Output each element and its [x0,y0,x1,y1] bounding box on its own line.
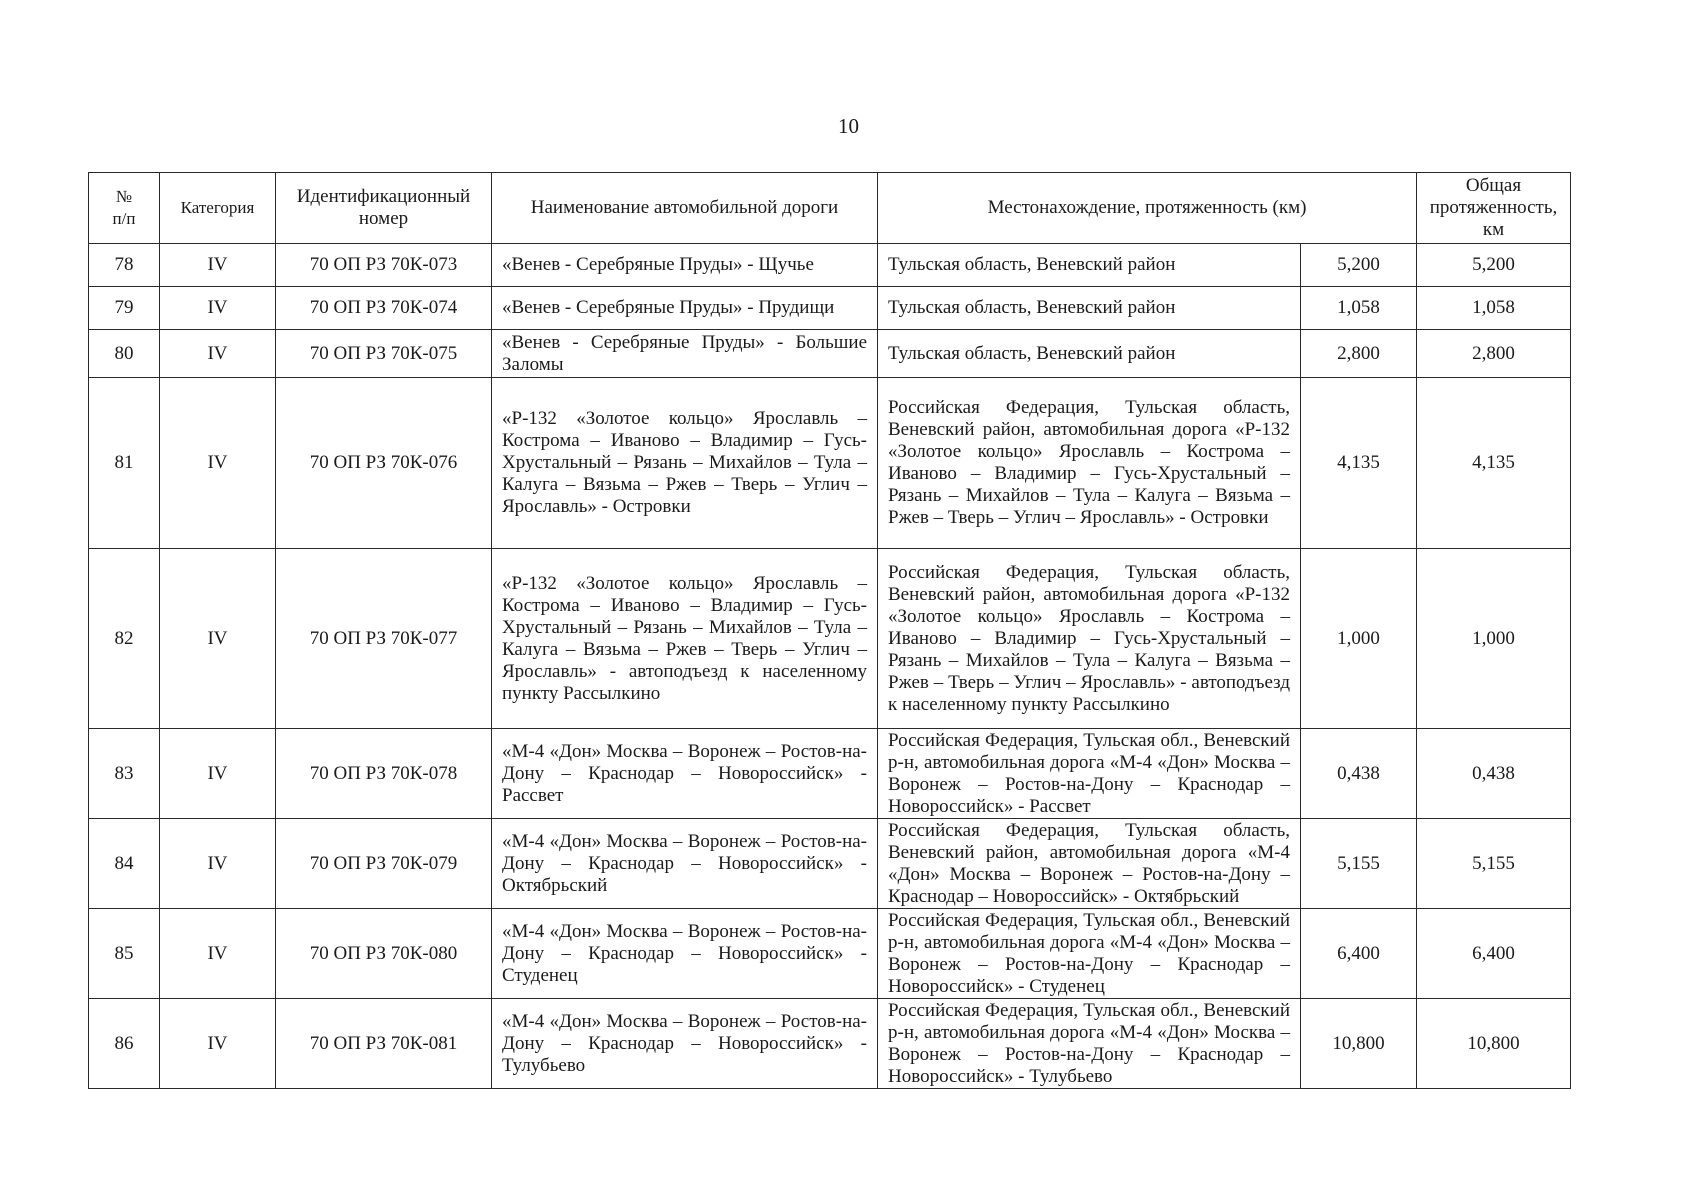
cell-name: «Венев - Серебряные Пруды» - Большие Заломы [492,330,878,378]
cell-length: 0,438 [1301,729,1417,819]
cell-category: IV [160,819,276,909]
cell-name: «Р-132 «Золотое кольцо» Ярославль – Кострома – Иваново – Владимир – Гусь-Хрустальный – Рязань – Михайлов – Тула – Калуга – Вязьма – Ржев – Тверь – Углич – Ярославль» - Островки [492,378,878,549]
cell-id: 70 ОП РЗ 70К-073 [276,244,492,287]
table-row [89,819,1571,909]
cell-total: 0,438 [1417,729,1571,819]
cell-length: 6,400 [1301,909,1417,999]
table-row [89,330,1571,378]
cell-total: 6,400 [1417,909,1571,999]
cell-total: 1,000 [1417,549,1571,729]
cell-id: 70 ОП РЗ 70К-074 [276,287,492,330]
cell-location: Тульская область, Веневский район [878,287,1301,330]
cell-category: IV [160,330,276,378]
cell-name: «Венев - Серебряные Пруды» - Щучье [492,244,878,287]
cell-name: «Венев - Серебряные Пруды» - Прудищи [492,287,878,330]
cell-name: «Р-132 «Золотое кольцо» Ярославль – Кострома – Иваново – Владимир – Гусь-Хрустальный – Рязань – Михайлов – Тула – Калуга – Вязьма – Ржев – Тверь – Углич – Ярославль» - автоподъезд к населенному пункту Рассылкино [492,549,878,729]
cell-number: 82 [89,549,160,729]
cell-location: Российская Федерация, Тульская область, Веневский район, автомобильная дорога «М-4 «Дон» Москва – Воронеж – Ростов-на-Дону – Краснодар – Новороссийск» - Октябрьский [878,819,1301,909]
cell-number: 79 [89,287,160,330]
page-number: 10 [838,114,859,138]
cell-id: 70 ОП РЗ 70К-075 [276,330,492,378]
header-total: Общая протяженность, км [1417,173,1571,244]
cell-name: «М-4 «Дон» Москва – Воронеж – Ростов-на-Дону – Краснодар – Новороссийск» - Октябрьский [492,819,878,909]
table-row [89,999,1571,1089]
cell-length: 5,155 [1301,819,1417,909]
cell-name: «М-4 «Дон» Москва – Воронеж – Ростов-на-Дону – Краснодар – Новороссийск» - Студенец [492,909,878,999]
header-number: № п/п [89,173,160,244]
cell-total: 5,155 [1417,819,1571,909]
header-category: Категория [160,173,276,244]
cell-length: 2,800 [1301,330,1417,378]
cell-number: 78 [89,244,160,287]
cell-total: 2,800 [1417,330,1571,378]
cell-number: 81 [89,378,160,549]
header-id: Идентификационный номер [276,173,492,244]
table-row [89,378,1571,549]
cell-category: IV [160,287,276,330]
cell-number: 84 [89,819,160,909]
cell-name: «М-4 «Дон» Москва – Воронеж – Ростов-на-Дону – Краснодар – Новороссийск» - Тулубьево [492,999,878,1089]
table-row [89,549,1571,729]
cell-number: 80 [89,330,160,378]
table-row [89,909,1571,999]
table-row [89,729,1571,819]
cell-category: IV [160,549,276,729]
cell-total: 4,135 [1417,378,1571,549]
cell-length: 1,000 [1301,549,1417,729]
cell-category: IV [160,378,276,549]
cell-id: 70 ОП РЗ 70К-078 [276,729,492,819]
cell-category: IV [160,729,276,819]
cell-location: Российская Федерация, Тульская область, Веневский район, автомобильная дорога «Р-132 «Золотое кольцо» Ярославль – Кострома – Иваново – Владимир – Гусь-Хрустальный – Рязань – Михайлов – Тула – Калуга – Вязьма – Ржев – Тверь – Углич – Ярославль» - автоподъезд к населенному пункту Рассылкино [878,549,1301,729]
cell-total: 5,200 [1417,244,1571,287]
cell-total: 10,800 [1417,999,1571,1089]
cell-length: 1,058 [1301,287,1417,330]
cell-length: 5,200 [1301,244,1417,287]
cell-id: 70 ОП РЗ 70К-081 [276,999,492,1089]
cell-id: 70 ОП РЗ 70К-079 [276,819,492,909]
cell-location: Тульская область, Веневский район [878,244,1301,287]
header-location: Местонахождение, протяженность (км) [878,173,1417,244]
cell-location: Российская Федерация, Тульская обл., Веневский р-н, автомобильная дорога «М-4 «Дон» Москва – Воронеж – Ростов-на-Дону – Краснодар – Новороссийск» - Студенец [878,909,1301,999]
cell-category: IV [160,999,276,1089]
cell-number: 83 [89,729,160,819]
table-row [89,244,1571,287]
cell-location: Российская Федерация, Тульская обл., Веневский р-н, автомобильная дорога «М-4 «Дон» Москва – Воронеж – Ростов-на-Дону – Краснодар – Новороссийск» - Тулубьево [878,999,1301,1089]
cell-number: 85 [89,909,160,999]
cell-number: 86 [89,999,160,1089]
cell-category: IV [160,909,276,999]
cell-category: IV [160,244,276,287]
roads-table [88,172,1571,1089]
table-header-row [89,173,1571,244]
cell-id: 70 ОП РЗ 70К-077 [276,549,492,729]
table-row [89,287,1571,330]
header-name: Наименование автомобильной дороги [492,173,878,244]
cell-total: 1,058 [1417,287,1571,330]
cell-location: Российская Федерация, Тульская обл., Веневский р-н, автомобильная дорога «М-4 «Дон» Москва – Воронеж – Ростов-на-Дону – Краснодар – Новороссийск» - Рассвет [878,729,1301,819]
cell-length: 10,800 [1301,999,1417,1089]
cell-id: 70 ОП РЗ 70К-080 [276,909,492,999]
cell-location: Российская Федерация, Тульская область, Веневский район, автомобильная дорога «Р-132 «Золотое кольцо» Ярославль – Кострома – Иваново – Владимир – Гусь-Хрустальный – Рязань – Михайлов – Тула – Калуга – Вязьма – Ржев – Тверь – Углич – Ярославль» - Островки [878,378,1301,549]
cell-id: 70 ОП РЗ 70К-076 [276,378,492,549]
cell-name: «М-4 «Дон» Москва – Воронеж – Ростов-на-Дону – Краснодар – Новороссийск» - Рассвет [492,729,878,819]
cell-location: Тульская область, Веневский район [878,330,1301,378]
cell-length: 4,135 [1301,378,1417,549]
